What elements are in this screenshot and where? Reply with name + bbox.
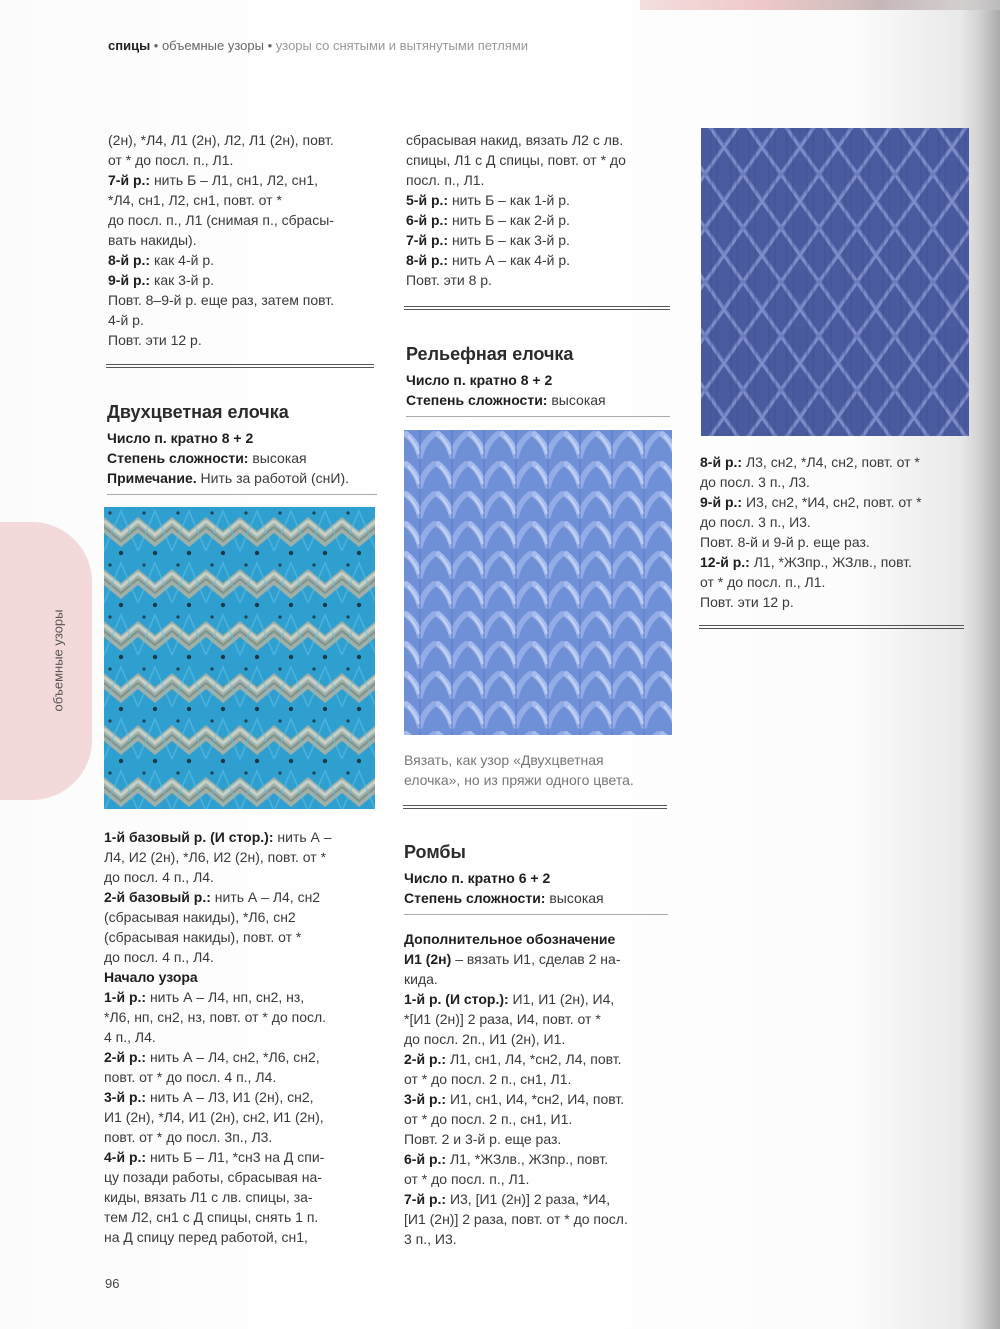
text-line xyxy=(104,987,376,1007)
text-block xyxy=(404,949,668,1249)
text-line xyxy=(104,967,376,987)
text-line-body: до посл. 4 п., Л4. xyxy=(104,949,214,965)
text-line xyxy=(404,1009,668,1029)
text-line xyxy=(108,150,376,170)
text-line-bold: 12-й р.: xyxy=(700,554,750,570)
text-line xyxy=(108,210,376,230)
text-line-body: нить А – Л4, сн2 xyxy=(210,889,321,905)
text-line-body: нить Б – как 1-й р. xyxy=(448,192,570,208)
page-top-edge xyxy=(640,0,1000,10)
text-line-bold: 5-й р.: xyxy=(406,192,449,208)
text-line-body: И1, И1 (2н), И4, xyxy=(508,991,615,1007)
text-line-body: до посл. 3 п., Л3. xyxy=(700,474,810,490)
text-line-body: сбрасывая накид, вязать Л2 с лв. xyxy=(406,132,624,148)
pattern1-header xyxy=(107,400,377,495)
text-line-bold: 2-й р.: xyxy=(104,1049,147,1065)
text-line xyxy=(108,190,376,210)
text-line xyxy=(406,190,674,210)
swatch-diamonds xyxy=(701,128,969,436)
text-line-body: от * до посл. 2 п., сн1, И1. xyxy=(404,1111,573,1127)
pattern1-count: Число п. кратно 8 + 2 xyxy=(107,430,254,446)
text-line-body: повт. от * до посл. 3п., Л3. xyxy=(104,1129,273,1145)
text-line-body: от * до посл. п., Л1. xyxy=(108,152,234,168)
text-line-body: нить А – xyxy=(273,829,332,845)
text-line-bold: 3-й р.: xyxy=(404,1091,447,1107)
text-line-bold: 1-й р.: xyxy=(104,989,147,1005)
text-line-bold: 8-й р.: xyxy=(108,252,151,268)
text-line xyxy=(108,250,376,270)
text-block xyxy=(700,452,968,612)
text-line-body: Л1, сн1, Л4, *сн2, Л4, повт. xyxy=(446,1051,622,1067)
text-line-bold: 9-й р.: xyxy=(700,494,743,510)
swatch1-image xyxy=(104,507,375,809)
text-line-bold: 8-й р.: xyxy=(700,454,743,470)
text-line-body: на Д спицу перед работой, сн1, xyxy=(104,1229,308,1245)
text-line-body: 4-й р. xyxy=(108,312,144,328)
text-line-body: [И1 (2н)] 2 раза, повт. от * до посл. xyxy=(404,1211,628,1227)
text-line-body: (сбрасывая накиды), *Л6, сн2 xyxy=(104,909,296,925)
text-line xyxy=(404,1169,668,1189)
text-line-body: до посл. п., Л1 (снимая п., сбрасы- xyxy=(108,212,334,228)
text-line xyxy=(104,847,376,867)
header-sep1: • xyxy=(150,38,162,53)
text-line xyxy=(700,572,968,592)
header-part1: спицы xyxy=(108,38,151,53)
text-line xyxy=(104,1227,376,1247)
swatch-two-color-herringbone xyxy=(104,507,375,809)
pattern3-header xyxy=(404,840,668,1249)
text-line xyxy=(404,1149,668,1169)
text-line xyxy=(104,1007,376,1027)
text-line-body: от * до посл. п., Л1. xyxy=(700,574,826,590)
text-line xyxy=(108,130,376,150)
text-line xyxy=(108,230,376,250)
text-line xyxy=(404,1209,668,1229)
text-line-body: 4 п., Л4. xyxy=(104,1029,156,1045)
text-line xyxy=(406,230,674,250)
running-header xyxy=(108,38,528,53)
header-part3: узоры со снятыми и вытянутыми петлями xyxy=(275,38,529,53)
text-line xyxy=(104,1067,376,1087)
text-line-body: *[И1 (2н)] 2 раза, И4, повт. от * xyxy=(404,1011,601,1027)
pattern2-difficulty-label: Степень сложности: xyxy=(406,392,548,408)
section-divider xyxy=(404,306,670,310)
pattern1-difficulty-label: Степень сложности: xyxy=(107,450,249,466)
text-line xyxy=(108,330,376,350)
text-block xyxy=(104,827,376,1247)
text-line-bold: 6-й р.: xyxy=(406,212,449,228)
text-line-body: повт. от * до посл. 4 п., Л4. xyxy=(104,1069,277,1085)
text-line-body: И1 (2н), *Л4, И1 (2н), сн2, И1 (2н), xyxy=(104,1109,324,1125)
text-line xyxy=(404,1229,668,1249)
pattern1-note-label: Примечание. xyxy=(107,470,197,486)
pattern2-caption-line1: Вязать, как узор «Двухцветная xyxy=(404,752,604,768)
text-line xyxy=(700,552,968,572)
text-line xyxy=(406,210,674,230)
text-line-bold: 7-й р.: xyxy=(404,1191,447,1207)
text-line-body: цу позади работы, сбрасывая на- xyxy=(104,1169,322,1185)
text-line xyxy=(104,1027,376,1047)
text-line-body: *Л4, сн1, Л2, сн1, повт. от * xyxy=(108,192,282,208)
text-line-body: И1, сн1, И4, *сн2, И4, повт. xyxy=(446,1091,625,1107)
text-line xyxy=(104,867,376,887)
text-line-body: (сбрасывая накиды), повт. от * xyxy=(104,929,302,945)
text-line-body: Л3, сн2, *Л4, сн2, повт. от * xyxy=(742,454,920,470)
text-block xyxy=(108,130,376,350)
text-line-bold: И1 (2н) xyxy=(404,951,452,967)
pattern3-count: Число п. кратно 6 + 2 xyxy=(404,870,551,886)
text-line xyxy=(700,492,968,512)
text-line xyxy=(404,1069,668,1089)
text-line xyxy=(104,1127,376,1147)
text-line-bold: 7-й р.: xyxy=(108,172,151,188)
text-line-body: Повт. эти 12 р. xyxy=(108,332,202,348)
text-line xyxy=(700,592,968,612)
swatch2-image xyxy=(404,430,672,735)
pattern2-title: Рельефная елочка xyxy=(406,344,574,364)
text-line-body: от * до посл. п., Л1. xyxy=(404,1171,530,1187)
pattern2-header xyxy=(406,342,670,417)
pattern3-difficulty-value: высокая xyxy=(545,890,604,906)
text-line-body: от * до посл. 2 п., сн1, Л1. xyxy=(404,1071,572,1087)
side-tab-label: объемные узоры xyxy=(50,608,66,712)
pattern3-difficulty-label: Степень сложности: xyxy=(404,890,546,906)
text-line xyxy=(404,1189,668,1209)
pattern3-extra-title: Дополнительное обозначение xyxy=(404,931,616,947)
text-line-body: нить Б – Л1, *сн3 на Д спи- xyxy=(146,1149,325,1165)
text-line-body: как 3-й р. xyxy=(150,272,215,288)
pattern3-title: Ромбы xyxy=(404,842,466,862)
text-line xyxy=(406,130,674,150)
text-line-body: И3, [И1 (2н)] 2 раза, *И4, xyxy=(446,1191,611,1207)
text-line xyxy=(104,1187,376,1207)
text-line xyxy=(104,827,376,847)
text-line-bold: Начало узора xyxy=(104,969,198,985)
text-line-body: посл. п., Л1. xyxy=(406,172,485,188)
text-line-body: (2н), *Л4, Л1 (2н), Л2, Л1 (2н), повт. xyxy=(108,132,334,148)
text-line-bold: 6-й р.: xyxy=(404,1151,447,1167)
text-line-body: Л1, *ЖЗлв., ЖЗпр., повт. xyxy=(446,1151,609,1167)
text-line xyxy=(404,1049,668,1069)
text-line xyxy=(404,1029,668,1049)
text-line xyxy=(406,150,674,170)
text-line-body: до посл. 4 п., Л4. xyxy=(104,869,214,885)
text-line-body: Повт. 2 и 3-й р. еще раз. xyxy=(404,1131,562,1147)
text-line-body: Л4, И2 (2н), *Л6, И2 (2н), повт. от * xyxy=(104,849,327,865)
column-3 xyxy=(700,452,968,612)
text-line xyxy=(404,989,668,1009)
text-line-body: нить А – как 4-й р. xyxy=(448,252,571,268)
text-line xyxy=(104,1047,376,1067)
header-sep2: • xyxy=(263,38,276,53)
text-line xyxy=(404,949,668,969)
text-line xyxy=(104,1147,376,1167)
text-line-body: *Л6, нп, сн2, нз, повт. от * до посл. xyxy=(104,1009,327,1025)
text-line xyxy=(104,1087,376,1107)
text-line-body: И3, сн2, *И4, сн2, повт. от * xyxy=(742,494,922,510)
section-divider xyxy=(106,364,374,368)
page-number: 96 xyxy=(105,1276,120,1291)
swatch3-image xyxy=(701,128,969,436)
text-line-bold: 3-й р.: xyxy=(104,1089,147,1105)
text-line xyxy=(404,1129,668,1149)
text-line-body: до посл. 2п., И1 (2н), И1. xyxy=(404,1031,566,1047)
text-line-bold: 1-й р. (И стор.): xyxy=(404,991,509,1007)
text-line xyxy=(406,270,674,290)
text-line-bold: 2-й базовый р.: xyxy=(104,889,211,905)
text-line xyxy=(104,1107,376,1127)
text-line xyxy=(404,1109,668,1129)
text-line-body: нить Б – как 3-й р. xyxy=(448,232,570,248)
text-line xyxy=(104,1207,376,1227)
text-line xyxy=(108,290,376,310)
text-line-body: Л1, *ЖЗпр., ЖЗлв., повт. xyxy=(749,554,912,570)
text-line xyxy=(104,907,376,927)
pattern2-difficulty-value: высокая xyxy=(547,392,606,408)
swatch-relief-herringbone xyxy=(404,430,672,735)
pattern1-difficulty-value: высокая xyxy=(248,450,307,466)
text-line xyxy=(104,1167,376,1187)
text-line-body: тем Л2, сн1 с Д спицы, снять 1 п. xyxy=(104,1209,319,1225)
text-line xyxy=(108,310,376,330)
text-line-body: как 4-й р. xyxy=(150,252,215,268)
text-line xyxy=(104,887,376,907)
text-line xyxy=(104,947,376,967)
section-divider xyxy=(403,805,667,809)
text-line xyxy=(404,969,668,989)
text-line-bold: 7-й р.: xyxy=(406,232,449,248)
pattern1-note-value: Нить за работой (снИ). xyxy=(196,470,350,486)
text-line-body: Повт. 8–9-й р. еще раз, затем повт. xyxy=(108,292,335,308)
section-divider xyxy=(699,625,964,629)
text-line-body: Повт. эти 8 р. xyxy=(406,272,492,288)
column-1-top xyxy=(108,130,376,350)
text-line-body: до посл. 3 п., И3. xyxy=(700,514,811,530)
text-line-body: вать накиды). xyxy=(108,232,197,248)
text-line xyxy=(700,512,968,532)
text-block xyxy=(406,130,674,290)
text-line-bold: 4-й р.: xyxy=(104,1149,147,1165)
text-line-body: – вязать И1, сделав 2 на- xyxy=(451,951,621,967)
pattern1-title: Двухцветная елочка xyxy=(107,402,289,422)
column-1-bottom xyxy=(104,827,376,1247)
pattern2-caption xyxy=(404,750,672,790)
text-line-body: нить А – Л4, нп, сн2, нз, xyxy=(146,989,305,1005)
text-line-body: нить А – Л4, сн2, *Л6, сн2, xyxy=(146,1049,320,1065)
text-line xyxy=(108,270,376,290)
text-line xyxy=(406,170,674,190)
text-line-bold: 2-й р.: xyxy=(404,1051,447,1067)
subdivider xyxy=(406,416,670,417)
text-line-body: нить Б – как 2-й р. xyxy=(448,212,570,228)
text-line xyxy=(404,1089,668,1109)
text-line-body: нить Б – Л1, сн1, Л2, сн1, xyxy=(150,172,319,188)
text-line xyxy=(406,250,674,270)
text-line xyxy=(108,170,376,190)
text-line-body: кида. xyxy=(404,971,438,987)
text-line xyxy=(104,927,376,947)
text-line xyxy=(700,472,968,492)
header-part2: объемные узоры xyxy=(161,38,264,53)
text-line-body: нить А – Л3, И1 (2н), сн2, xyxy=(146,1089,314,1105)
subdivider xyxy=(107,494,377,495)
column-2-top xyxy=(406,130,674,290)
text-line-body: Повт. эти 12 р. xyxy=(700,594,794,610)
text-line-body: спицы, Л1 с Д спицы, повт. от * до xyxy=(406,152,626,168)
subdivider xyxy=(404,914,668,915)
pattern2-caption-line2: елочка», но из пряжи одного цвета. xyxy=(404,772,634,788)
text-line-bold: 8-й р.: xyxy=(406,252,449,268)
text-line xyxy=(700,452,968,472)
pattern2-count: Число п. кратно 8 + 2 xyxy=(406,372,553,388)
text-line-bold: 1-й базовый р. (И стор.): xyxy=(104,829,274,845)
text-line xyxy=(700,532,968,552)
side-tab-label-wrap xyxy=(38,520,78,800)
text-line-body: Повт. 8-й и 9-й р. еще раз. xyxy=(700,534,870,550)
text-line-body: киды, вязать Л1 с лв. спицы, за- xyxy=(104,1189,313,1205)
text-line-body: 3 п., И3. xyxy=(404,1231,457,1247)
text-line-bold: 9-й р.: xyxy=(108,272,151,288)
